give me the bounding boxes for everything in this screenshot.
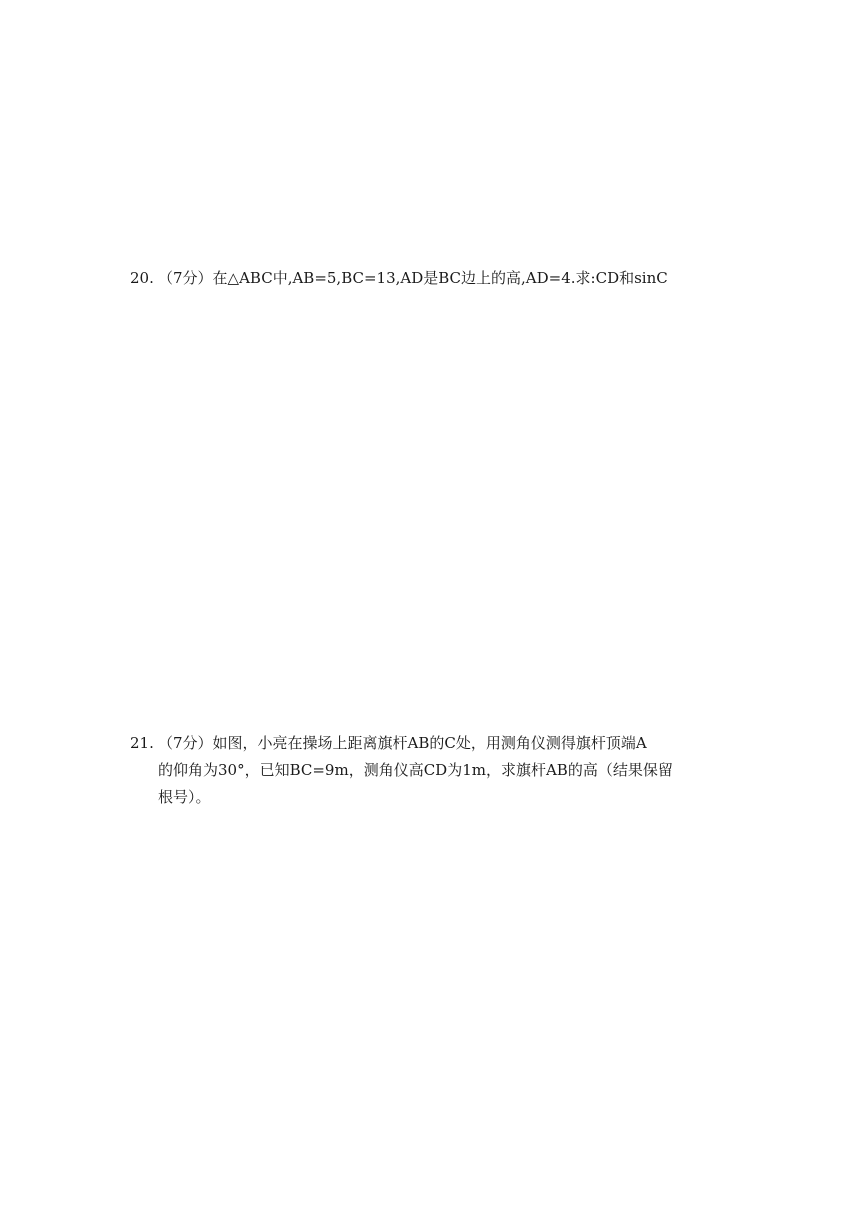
question-number: 20. [130, 269, 154, 287]
question-text [158, 730, 750, 811]
question-line: 的仰角为30°，已知BC=9m，测角仪高CD为1m，求旗杆AB的高（结果保留 [158, 761, 673, 779]
question-row [130, 730, 750, 811]
question-line: （7分）在△ABC中,AB=5,BC=13,AD是BC边上的高,AD=4.求:CD和sinC [158, 269, 668, 287]
question-line: （7分）如图，小亮在操场上距离旗杆AB的C处，用测角仪测得旗杆顶端A [158, 734, 647, 752]
question-row [130, 265, 750, 292]
question-line: 根号）。 [158, 788, 211, 806]
question-21 [130, 730, 750, 811]
question-20 [130, 265, 750, 292]
question-text [158, 265, 750, 292]
question-number: 21. [130, 734, 154, 752]
